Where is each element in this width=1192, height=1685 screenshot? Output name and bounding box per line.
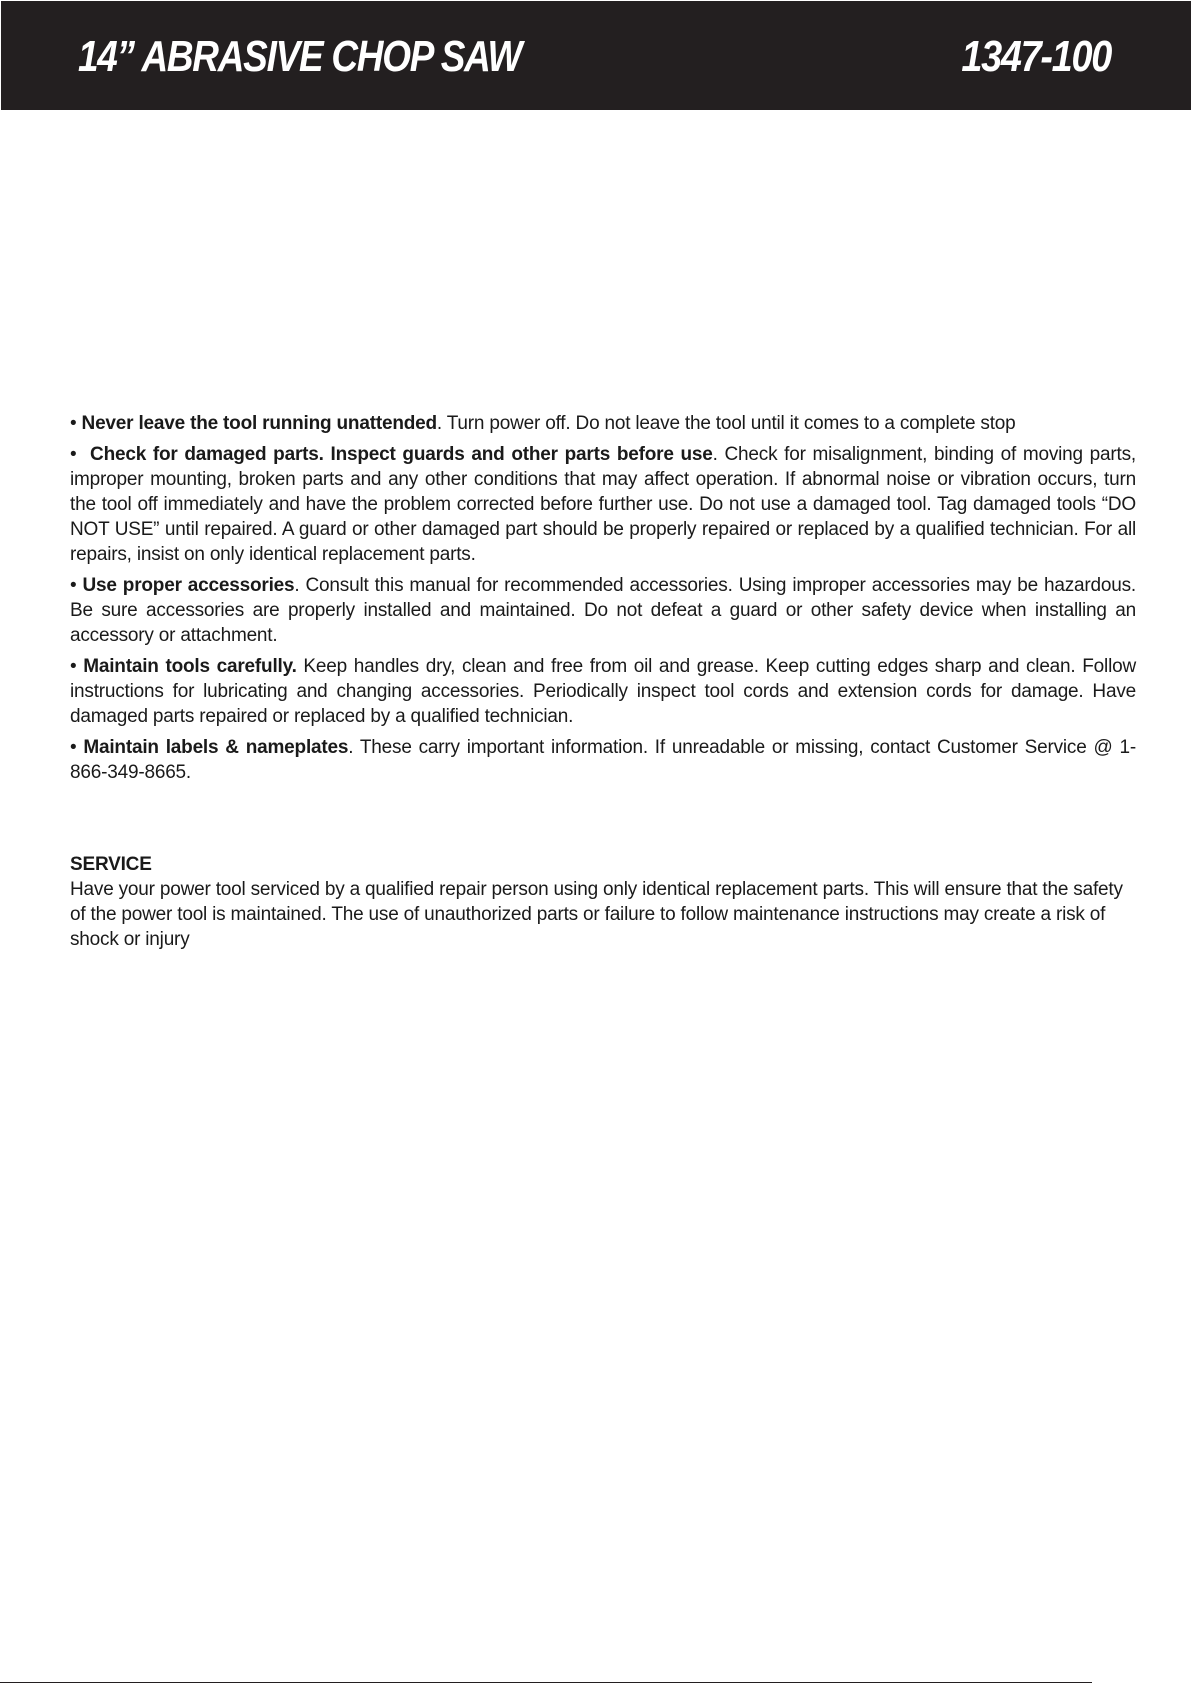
safety-rules-section (70, 411, 1136, 791)
bullet-mark: • (70, 575, 77, 596)
service-section (70, 852, 1136, 952)
model-number: 1347-100 (961, 32, 1111, 81)
bullet-heading: Maintain tools carefully. (83, 656, 297, 677)
bullet-text: . These carry important information. If unreadable or missing, contact Customer Service @ 1-866-349-8665. (70, 737, 1136, 783)
bullet-text: . Check for misalignment, binding of moving parts, improper mounting, broken parts and any other conditions that may affect operation. If abnormal noise or vibration occurs, turn the tool off immediately and have the problem corrected before further use. Do not use a damaged tool. Tag damaged tools “DO NOT USE” until repaired. A guard or other damaged part should be properly repaired or replaced by a qualified technician. For all repairs, insist on only identical replacement parts. (70, 444, 1137, 565)
bullet-mark: • (70, 444, 77, 465)
safety-bullet-maintain-tools (70, 654, 1136, 729)
document-title: 14” ABRASIVE CHOP SAW (78, 32, 522, 81)
safety-bullet-labels (70, 735, 1136, 785)
bullet-heading: Maintain labels & nameplates (83, 737, 349, 758)
safety-bullet-unattended (70, 411, 1136, 436)
bullet-mark: • (70, 737, 77, 758)
bullet-heading: Check for damaged parts. Inspect guards and other parts before use (90, 444, 713, 465)
bullet-text: Keep handles dry, clean and free from oil and grease. Keep cutting edges sharp and clean. Follow instructions for lubricating and changing accessories. Periodically inspect tool cords and extension cords for damage. Have damaged parts repaired or replaced by a qualified technician. (70, 656, 1136, 727)
footer-rule (0, 1682, 1092, 1683)
header-bar (1, 1, 1191, 110)
bullet-text: . Consult this manual for recommended accessories. Using improper accessories may be hazardous. Be sure accessories are properly installed and maintained. Do not defeat a guard or other safety device when installing an accessory or attachment. (70, 575, 1136, 646)
bullet-text: . Turn power off. Do not leave the tool until it comes to a complete stop (436, 413, 1016, 434)
safety-bullet-accessories (70, 573, 1136, 648)
service-heading: SERVICE (70, 854, 152, 875)
safety-bullet-damaged-parts (70, 442, 1136, 567)
service-body: Have your power tool serviced by a qualified repair person using only identical replacement parts. This will ensure that the safety of the power tool is maintained. The use of unauthorized parts or failure to follow maintenance instructions may create a risk of shock or injury (70, 879, 1123, 950)
bullet-mark: • (70, 413, 77, 434)
bullet-mark: • (70, 656, 77, 677)
bullet-heading: Never leave the tool running unattended (81, 413, 437, 434)
bullet-heading: Use proper accessories (82, 575, 295, 596)
